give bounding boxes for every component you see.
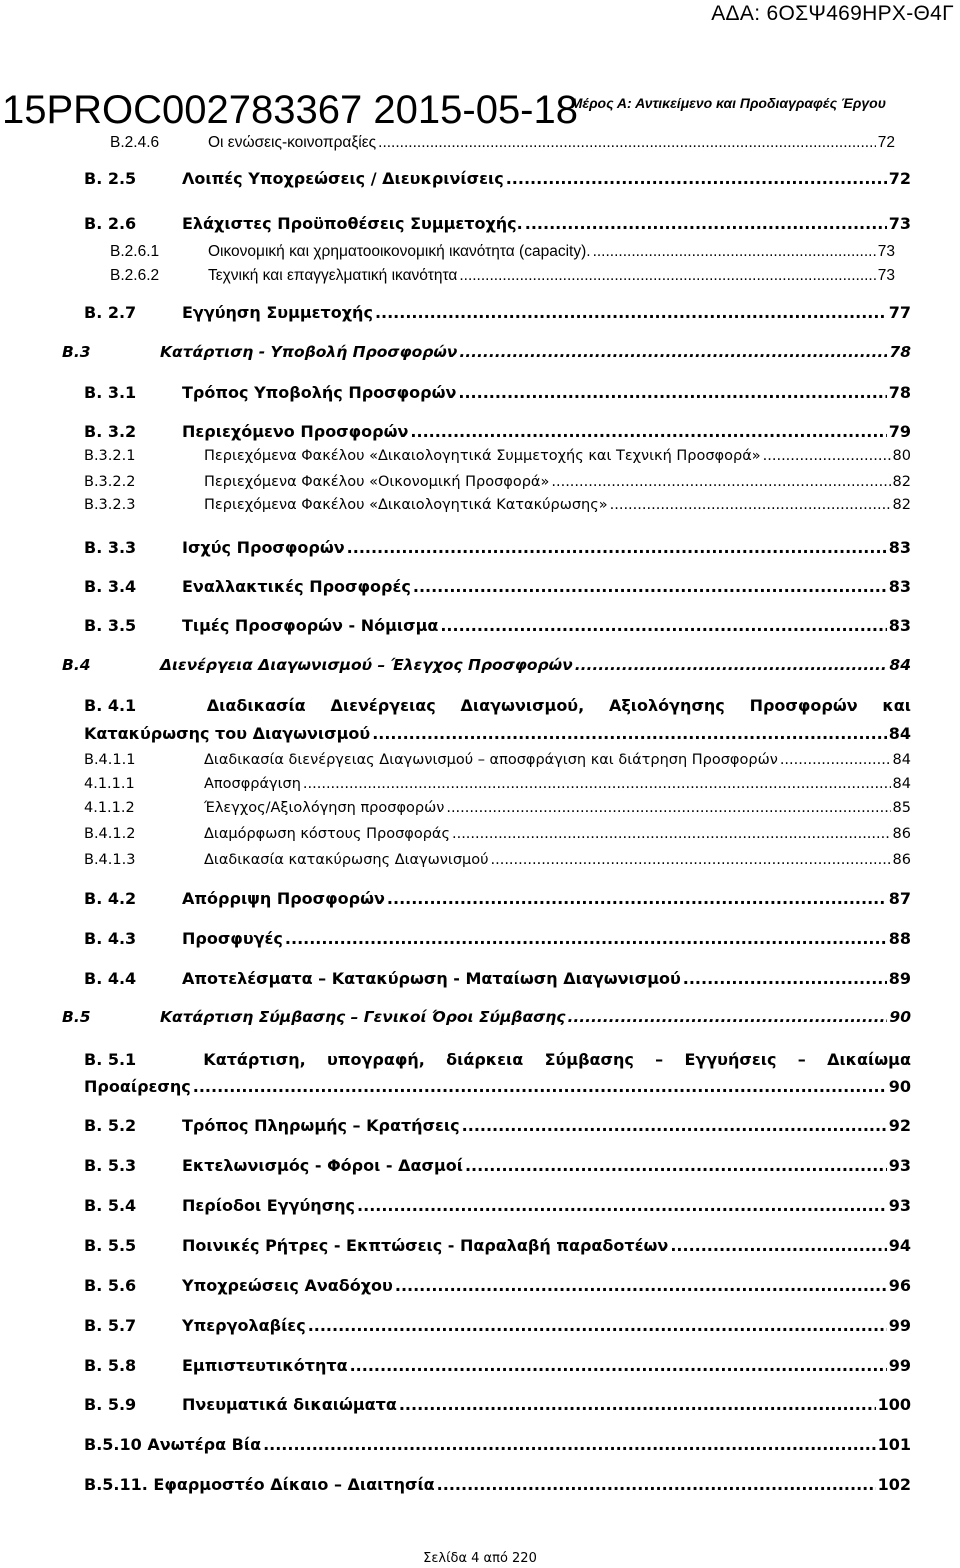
toc-word: υπογραφή,: [327, 1050, 425, 1069]
toc-word: Αξιολόγησης: [608, 696, 725, 715]
toc-entry-page: 90: [888, 1077, 911, 1096]
toc-entry-page: 93: [888, 1156, 911, 1175]
toc-entry-title: Υποχρεώσεις Αναδόχου: [182, 1276, 393, 1295]
toc-leader-dots: [350, 1356, 887, 1375]
toc-entry[interactable]: [110, 243, 895, 261]
toc-entry[interactable]: [110, 134, 895, 152]
toc-entry[interactable]: [84, 1077, 911, 1096]
toc-entry[interactable]: [62, 343, 911, 361]
toc-leader-dots: [551, 474, 890, 490]
toc-entry-page: 73: [877, 243, 895, 260]
toc-entry-number: Β. 4.2: [84, 889, 137, 908]
toc-entry-number: Β. 3.2: [84, 422, 137, 441]
toc-entry-number: Β. 5.5: [84, 1236, 137, 1255]
toc-entry-page: 84: [888, 724, 911, 743]
toc-entry[interactable]: [84, 577, 911, 596]
toc-entry-number: Β. 2.5: [84, 169, 137, 188]
toc-entry[interactable]: [84, 1316, 911, 1335]
toc-entry-number: Β.3.2.1: [84, 448, 136, 464]
page-footer: Σελίδα 4 από 220: [423, 1551, 537, 1566]
toc-entry[interactable]: [84, 214, 911, 233]
toc-entry-title: Περιεχόμενα Φακέλου «Οικονομική Προσφορά»: [204, 474, 550, 490]
toc-entry-number: Β. 5.2: [84, 1116, 137, 1135]
toc-entry-number: Β.2.6.1: [110, 243, 160, 260]
toc-leader-dots: [458, 383, 886, 402]
toc-entry-title: Υπεργολαβίες: [182, 1316, 306, 1335]
toc-entry-page: 94: [888, 1236, 911, 1255]
toc-entry[interactable]: [84, 724, 911, 743]
toc-leader-dots: [437, 1475, 876, 1494]
toc-leader-dots: [567, 1008, 887, 1026]
toc-word: Σύμβασης: [544, 1050, 634, 1069]
toc-entry-page: 89: [888, 969, 911, 988]
toc-entry-number: Β.4: [62, 656, 91, 674]
toc-entry-page: 92: [888, 1116, 911, 1135]
toc-entry-number: Β. 5.3: [84, 1156, 137, 1175]
toc-leader-dots: [683, 969, 887, 988]
toc-entry-title: Εμπιστευτικότητα: [182, 1356, 348, 1375]
toc-entry[interactable]: [84, 1196, 911, 1215]
toc-entry[interactable]: [84, 474, 911, 490]
toc-leader-dots: [459, 267, 875, 285]
toc-entry-number: Β. 4.4: [84, 969, 137, 988]
toc-entry-title: Περιεχόμενα Φακέλου «Δικαιολογητικά Συμμετοχής και Τεχνική Προσφορά»: [204, 448, 761, 464]
toc-entry[interactable]: [84, 826, 911, 842]
toc-entry-number: Β. 5.4: [84, 1196, 137, 1215]
toc-entry-page: 78: [888, 383, 911, 402]
toc-entry-first-line[interactable]: [84, 1050, 911, 1069]
toc-leader-dots: [462, 1116, 887, 1135]
toc-entry[interactable]: [110, 267, 895, 285]
toc-entry[interactable]: [84, 169, 911, 188]
toc-entry[interactable]: [84, 1475, 911, 1494]
toc-entry-number: Β.4.1.1: [84, 752, 136, 768]
toc-entry-title: Προαίρεσης: [84, 1077, 191, 1096]
toc-entry[interactable]: [84, 1435, 911, 1454]
toc-leader-dots: [303, 776, 891, 792]
toc-entry-number: Β. 5.7: [84, 1316, 137, 1335]
toc-entry-title: Τεχνική και επαγγελματική ικανότητα: [208, 267, 458, 284]
toc-entry-page: 83: [888, 577, 911, 596]
toc-entry-page: 90: [889, 1008, 911, 1026]
toc-entry-page: 77: [888, 303, 911, 322]
page-header-part: Μέρος Α: Αντικείμενο και Προδιαγραφές Έργου: [570, 95, 886, 111]
toc-entry-page: 87: [888, 889, 911, 908]
toc-leader-dots: [593, 243, 876, 261]
toc-entry-title: Εγγύηση Συμμετοχής: [182, 303, 373, 322]
toc-leader-dots: [347, 538, 887, 557]
toc-entry[interactable]: [84, 800, 911, 816]
toc-entry-title: Περίοδοι Εγγύησης: [182, 1196, 356, 1215]
toc-leader-dots: [387, 889, 887, 908]
toc-entry-page: 73: [888, 214, 911, 233]
toc-entry-page: 83: [888, 538, 911, 557]
toc-leader-dots: [491, 852, 891, 868]
toc-word: Προσφορών: [749, 696, 858, 715]
toc-entry-number: Β.4.1.2: [84, 826, 136, 842]
toc-entry-title: Εκτελωνισμός - Φόροι - Δασμοί: [182, 1156, 463, 1175]
toc-leader-dots: [452, 826, 891, 842]
page-header-ada: ΑΔΑ: 6ΟΣΨ469ΗΡΧ-Θ4Γ: [711, 2, 954, 25]
toc-entry[interactable]: [62, 1008, 911, 1026]
toc-entry-title: Πνευματικά δικαιώματα: [182, 1395, 397, 1414]
toc-entry[interactable]: [84, 1276, 911, 1295]
toc-entry-title: Αποτελέσματα – Κατακύρωση - Ματαίωση Διαγωνισμού: [182, 969, 681, 988]
toc-entry-page: 93: [888, 1196, 911, 1215]
toc-entry-title: Περιεχόμενα Φακέλου «Δικαιολογητικά Κατακύρωσης»: [204, 497, 608, 513]
toc-leader-dots: [610, 497, 891, 513]
toc-entry-page: 83: [888, 616, 911, 635]
toc-entry-page: 82: [892, 497, 911, 513]
toc-entry-title: Διαμόρφωση κόστους Προσφοράς: [204, 826, 450, 842]
toc-leader-dots: [440, 616, 886, 635]
toc-entry-page: 86: [892, 826, 911, 842]
toc-entry-title: Τιμές Προσφορών - Νόμισμα: [182, 616, 439, 635]
toc-entry[interactable]: [84, 929, 911, 948]
toc-entry[interactable]: [84, 889, 911, 908]
toc-leader-dots: [308, 1316, 887, 1335]
toc-word: –: [655, 1050, 664, 1069]
toc-entry-title: Λοιπές Υποχρεώσεις / Διευκρινίσεις: [182, 169, 504, 188]
toc-entry-title: Περιεχόμενο Προσφορών: [182, 422, 409, 441]
toc-entry-title: Κατάρτιση Σύμβασης – Γενικοί Όροι Σύμβασης: [160, 1008, 566, 1026]
toc-entry-page: 102: [877, 1475, 911, 1494]
toc-entry-title: Οικονομική και χρηματοοικονομική ικανότητα (capacity).: [208, 243, 591, 260]
toc-entry[interactable]: [84, 969, 911, 988]
toc-entry-page: 88: [888, 929, 911, 948]
toc-entry[interactable]: [84, 448, 911, 464]
toc-entry-page: 101: [877, 1435, 911, 1454]
toc-entry-page: 72: [888, 169, 911, 188]
toc-leader-dots: [193, 1077, 887, 1096]
toc-word: διάρκεια: [446, 1050, 524, 1069]
toc-word: Κατάρτιση,: [203, 1050, 306, 1069]
toc-entry-page: 73: [877, 267, 895, 284]
toc-entry-title: Προσφυγές: [182, 929, 283, 948]
toc-word: και: [882, 696, 911, 715]
toc-entry-page: 72: [877, 134, 895, 151]
toc-entry-page: 99: [888, 1316, 911, 1335]
toc-entry-page: 100: [877, 1395, 911, 1414]
toc-entry-number: Β. 4.1: [84, 696, 137, 715]
toc-entry-page: 85: [892, 800, 911, 816]
toc-leader-dots: [372, 724, 887, 743]
toc-entry-first-line[interactable]: [84, 696, 911, 715]
toc-leader-dots: [395, 1276, 887, 1295]
toc-word: Διαγωνισμού,: [460, 696, 585, 715]
toc-entry-title: Κατάρτιση - Υποβολή Προσφορών: [160, 343, 458, 361]
toc-entry-number: Β.2.4.6: [110, 134, 160, 151]
toc-entry-title: Τρόπος Πληρωμής – Κρατήσεις: [182, 1116, 460, 1135]
toc-entry-number: Β.3: [62, 343, 91, 361]
toc-entry-number: Β.3.2.3: [84, 497, 136, 513]
toc-entry[interactable]: [84, 1236, 911, 1255]
page-header-proc-id: 15PROC002783367 2015-05-18: [2, 88, 578, 132]
toc-leader-dots: [575, 656, 888, 674]
toc-entry[interactable]: [84, 422, 911, 441]
toc-entry[interactable]: [84, 752, 911, 768]
toc-entry-title: Ποινικές Ρήτρες - Εκπτώσεις - Παραλαβή παραδοτέων: [182, 1236, 669, 1255]
toc-entry-number: Β. 3.3: [84, 538, 137, 557]
toc-entry-number: Β.2.6.2: [110, 267, 160, 284]
toc-entry-number: Β.4.1.3: [84, 852, 136, 868]
toc-entry[interactable]: [84, 497, 911, 513]
toc-entry-page: 78: [889, 343, 911, 361]
toc-leader-dots: [780, 752, 891, 768]
toc-entry-number: 4.1.1.2: [84, 800, 135, 816]
toc-leader-dots: [375, 303, 887, 322]
toc-entry-title: Κατακύρωσης του Διαγωνισμού: [84, 724, 371, 743]
toc-entry[interactable]: [84, 1356, 911, 1375]
toc-entry-page: 82: [892, 474, 911, 490]
toc-entry-number: Β.5: [62, 1008, 91, 1026]
toc-entry[interactable]: [84, 776, 911, 792]
toc-leader-dots: [413, 577, 887, 596]
toc-entry-number: Β. 3.5: [84, 616, 137, 635]
toc-entry[interactable]: [84, 1156, 911, 1175]
toc-entry-page: 80: [892, 448, 911, 464]
toc-entry-title: Διαδικασία κατακύρωσης Διαγωνισμού: [204, 852, 489, 868]
toc-entry-number: Β. 3.1: [84, 383, 137, 402]
toc-entry-number: Β. 4.3: [84, 929, 137, 948]
toc-word: Δικαίωμα: [827, 1050, 911, 1069]
toc-entry-number: Β.3.2.2: [84, 474, 136, 490]
toc-entry-page: 84: [892, 776, 911, 792]
toc-leader-dots: [399, 1395, 876, 1414]
toc-entry-number: Β. 2.7: [84, 303, 137, 322]
toc-leader-dots: [263, 1435, 876, 1454]
toc-leader-dots: [763, 448, 891, 464]
toc-entry-number: Β. 3.4: [84, 577, 137, 596]
toc-word: Διαδικασία: [206, 696, 306, 715]
toc-entry-title: Διενέργεια Διαγωνισμού – Έλεγχος Προσφορών: [160, 656, 573, 674]
toc-entry-title: Αποσφράγιση: [204, 776, 301, 792]
toc-entry[interactable]: [84, 616, 911, 635]
toc-leader-dots: [506, 169, 887, 188]
toc-word: –: [797, 1050, 806, 1069]
toc-word: Διενέργειας: [330, 696, 436, 715]
toc-entry-number: Β. 5.9: [84, 1395, 137, 1414]
toc-entry[interactable]: [84, 303, 911, 322]
toc-entry-title: Έλεγχος/Αξιολόγηση προσφορών: [204, 800, 445, 816]
toc-entry-number: Β. 5.8: [84, 1356, 137, 1375]
toc-entry-title: Διαδικασία διενέργειας Διαγωνισμού – αποσφράγιση και διάτρηση Προσφορών: [204, 752, 778, 768]
toc-entry-title: Τρόπος Υποβολής Προσφορών: [182, 383, 457, 402]
toc-entry-page: 96: [888, 1276, 911, 1295]
toc-leader-dots: [378, 134, 876, 152]
toc-entry-title: Οι ενώσεις-κοινοπραξίες: [208, 134, 377, 151]
toc-entry-number: Β. 2.6: [84, 214, 137, 233]
toc-leader-dots: [410, 422, 886, 441]
toc-entry-title: Ελάχιστες Προϋποθέσεις Συμμετοχής.: [182, 214, 523, 233]
toc-leader-dots: [525, 214, 887, 233]
toc-entry-title: Ισχύς Προσφορών: [182, 538, 345, 557]
toc-entry-page: 84: [889, 656, 911, 674]
toc-leader-dots: [285, 929, 887, 948]
toc-entry-number: Β. 5.1: [84, 1050, 137, 1069]
toc-leader-dots: [465, 1156, 887, 1175]
toc-entry-page: 79: [888, 422, 911, 441]
toc-entry-title: Β.5.11. Εφαρμοστέο Δίκαιο – Διαιτησία: [84, 1475, 435, 1494]
toc-entry[interactable]: [84, 852, 911, 868]
toc-entry[interactable]: [84, 1395, 911, 1414]
toc-entry-title: Εναλλακτικές Προσφορές: [182, 577, 411, 596]
toc-entry-title: Β.5.10 Ανωτέρα Βία: [84, 1435, 262, 1454]
toc-entry-page: 86: [892, 852, 911, 868]
toc-entry[interactable]: [62, 656, 911, 674]
toc-leader-dots: [670, 1236, 886, 1255]
toc-leader-dots: [446, 800, 890, 816]
toc-entry[interactable]: [84, 1116, 911, 1135]
toc-entry[interactable]: [84, 538, 911, 557]
toc-leader-dots: [357, 1196, 887, 1215]
toc-entry-page: 84: [892, 752, 911, 768]
toc-word: Εγγυήσεις: [684, 1050, 777, 1069]
toc-entry-number: 4.1.1.1: [84, 776, 135, 792]
toc-entry[interactable]: [84, 383, 911, 402]
toc-entry-page: 99: [888, 1356, 911, 1375]
toc-entry-number: Β. 5.6: [84, 1276, 137, 1295]
toc-leader-dots: [459, 343, 887, 361]
toc-entry-title: Απόρριψη Προσφορών: [182, 889, 385, 908]
